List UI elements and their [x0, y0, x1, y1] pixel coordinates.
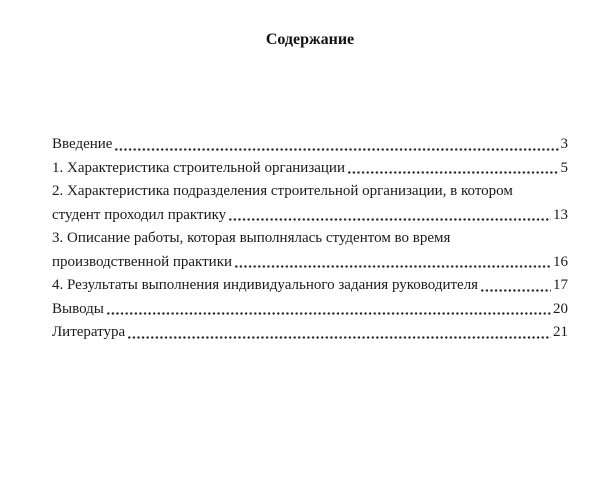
toc-entry-text: 3. Описание работы, которая выполнялась студентом во время — [52, 230, 451, 246]
toc-entry-text: 1. Характеристика строительной организации — [52, 159, 345, 176]
toc-page-number: 20 — [553, 300, 568, 317]
toc-entry-text: Выводы — [52, 300, 104, 317]
toc-page-number: 21 — [553, 324, 568, 340]
dot-leader — [348, 171, 559, 174]
toc-page-number: 17 — [553, 277, 568, 293]
toc-row — [52, 251, 568, 275]
toc-list — [52, 133, 568, 345]
toc-entry-text: Литература — [52, 324, 126, 340]
dot-leader — [229, 218, 551, 221]
toc-row — [52, 227, 568, 251]
page-title: Содержание — [265, 31, 355, 48]
toc-entry-text: студент проходил практику — [52, 206, 227, 223]
toc-page-number: 3 — [560, 136, 568, 152]
toc-entry-text: 4. Результаты выполнения индивидуального задания руководителя — [52, 277, 479, 293]
toc-entry-text: Введение — [52, 136, 113, 152]
toc-entry-text: 2. Характеристика подразделения строительной организации, в котором — [52, 183, 513, 199]
dot-leader — [128, 336, 551, 339]
dot-leader — [235, 265, 551, 268]
toc-entry-text: производственной практики — [52, 253, 233, 270]
toc-page-number: 13 — [553, 206, 568, 223]
toc-page-number: 16 — [553, 253, 568, 270]
toc-page-number: 5 — [560, 159, 568, 176]
dot-leader — [481, 289, 551, 292]
toc-row — [52, 133, 568, 157]
dot-leader — [115, 148, 558, 151]
toc-row — [52, 274, 568, 298]
toc-row — [52, 204, 568, 228]
toc-row — [52, 157, 568, 181]
toc-row — [52, 321, 568, 345]
dot-leader — [107, 312, 551, 315]
toc-row — [52, 298, 568, 322]
toc-row — [52, 180, 568, 204]
